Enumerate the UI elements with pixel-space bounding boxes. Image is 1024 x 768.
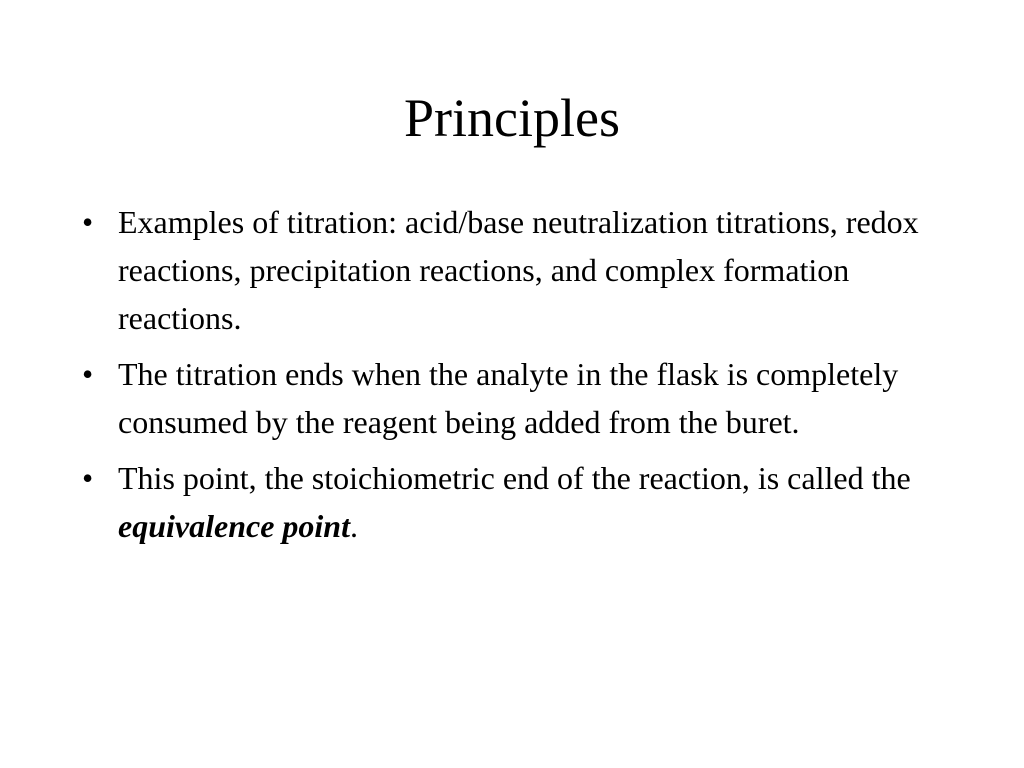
bullet-item-titration-examples [78, 198, 948, 342]
equivalence-point-term: equivalence point [118, 508, 350, 544]
bullet-text-after: . [349, 508, 358, 544]
slide-title: Principles [404, 88, 620, 148]
bullet-item-equivalence-point [78, 454, 948, 550]
bullet-text [118, 460, 911, 544]
bullet-marker: • [82, 204, 94, 240]
bullet-list [78, 198, 948, 558]
bullet-marker: • [82, 460, 94, 496]
bullet-marker: • [82, 356, 94, 392]
bullet-item-titration-end [78, 350, 948, 446]
bullet-text: Examples of titration: acid/base neutralization titrations, redox reactions, precipitation reactions, and complex formation reactions. [118, 204, 919, 336]
bullet-text: The titration ends when the analyte in the flask is completely consumed by the reagent being added from the buret. [118, 356, 899, 440]
bullet-text-before: This point, the stoichiometric end of the reaction, is called the [118, 460, 911, 496]
